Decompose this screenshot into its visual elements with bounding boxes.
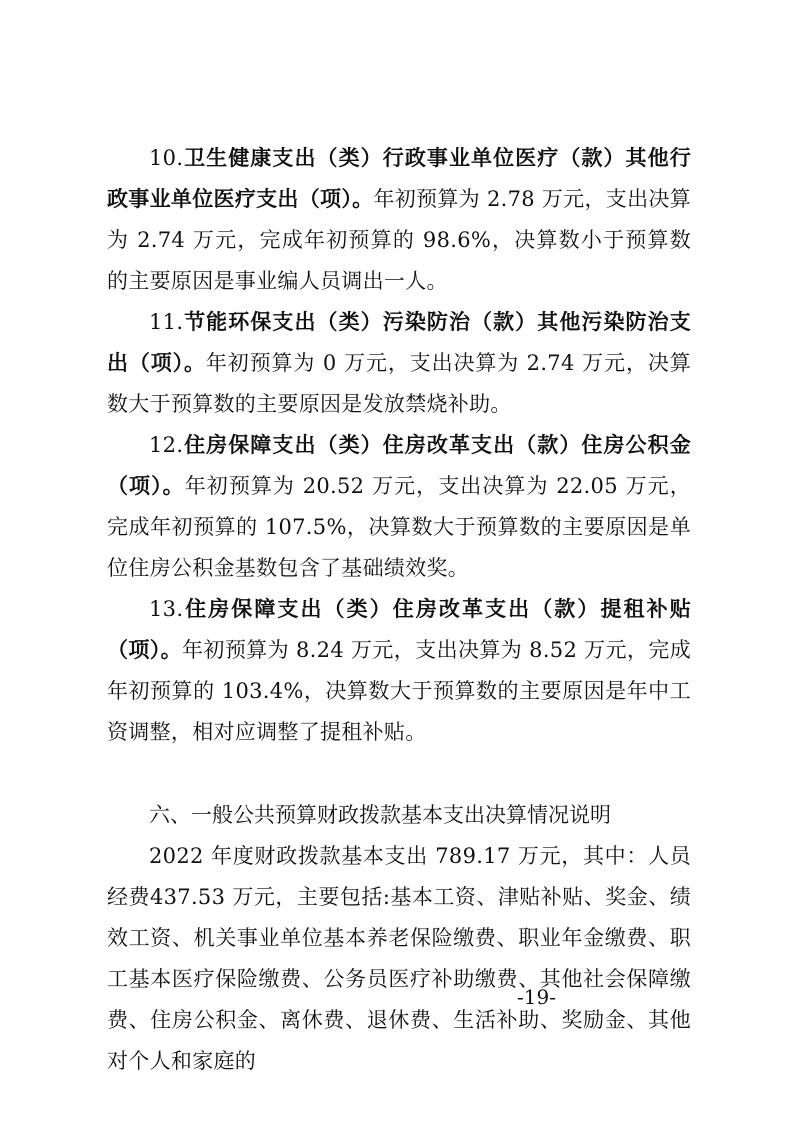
item-body: 年初预算为 8.24 万元，支出决算为 8.52 万元，完成年初预算的 103.4%，决算数大于预算数的主要原因是年中工资调整，相对应调整了提租补贴。 bbox=[107, 638, 692, 744]
section-heading: 六、一般公共预算财政拨款基本支出决算情况说明 bbox=[149, 803, 611, 827]
item-number: 10. bbox=[149, 146, 184, 170]
item-body: 年初预算为 0 万元，支出决算为 2.74 万元，决算数大于预算数的主要原因是发放禁烧补助。 bbox=[107, 351, 692, 416]
item-body: 年初预算为 2.78 万元，支出决算为 2.74 万元，完成年初预算的 98.6%，决算数小于预算数的主要原因是事业编人员调出一人。 bbox=[107, 187, 691, 293]
item-title: 卫生健康支出（类）行政事业单位医疗（款）其他行政事业单位医疗支出（项）。 bbox=[107, 146, 691, 211]
document-body bbox=[107, 138, 691, 1082]
item-number: 13. bbox=[149, 597, 184, 621]
item-title: 节能环保支出（类）污染防治（款）其他污染防治支出（项）。 bbox=[107, 310, 691, 375]
item-paragraph bbox=[107, 425, 691, 589]
section-spacer bbox=[107, 753, 691, 795]
page-number: -19- bbox=[517, 985, 556, 1009]
item-paragraph bbox=[107, 138, 691, 302]
item-number: 11. bbox=[149, 310, 184, 334]
item-paragraph bbox=[107, 589, 691, 753]
item-title: 住房保障支出（类）住房改革支出（款）住房公积金（项）。 bbox=[107, 433, 691, 498]
item-body: 年初预算为 20.52 万元，支出决算为 22.05 万元，完成年初预算的 107.5%，决算数大于预算数的主要原因是单位住房公积金基数包含了基础绩效奖。 bbox=[107, 474, 691, 580]
item-paragraph bbox=[107, 302, 691, 425]
item-title: 住房保障支出（类）住房改革支出（款）提租补贴（项）。 bbox=[107, 597, 691, 662]
section-paragraph: 2022 年度财政拨款基本支出 789.17 万元，其中：人员经费437.53 万元，主要包括:基本工资、津贴补贴、奖金、绩效工资、机关事业单位基本养老保险缴费、职业年金缴费、职工基本医疗保险缴费、公务员医疗补助缴费、其他社会保障缴费、住房公积金、离休费、退休费、生活补助、奖励金、其他对个人和家庭的 bbox=[107, 844, 691, 1073]
item-number: 12. bbox=[149, 433, 184, 457]
